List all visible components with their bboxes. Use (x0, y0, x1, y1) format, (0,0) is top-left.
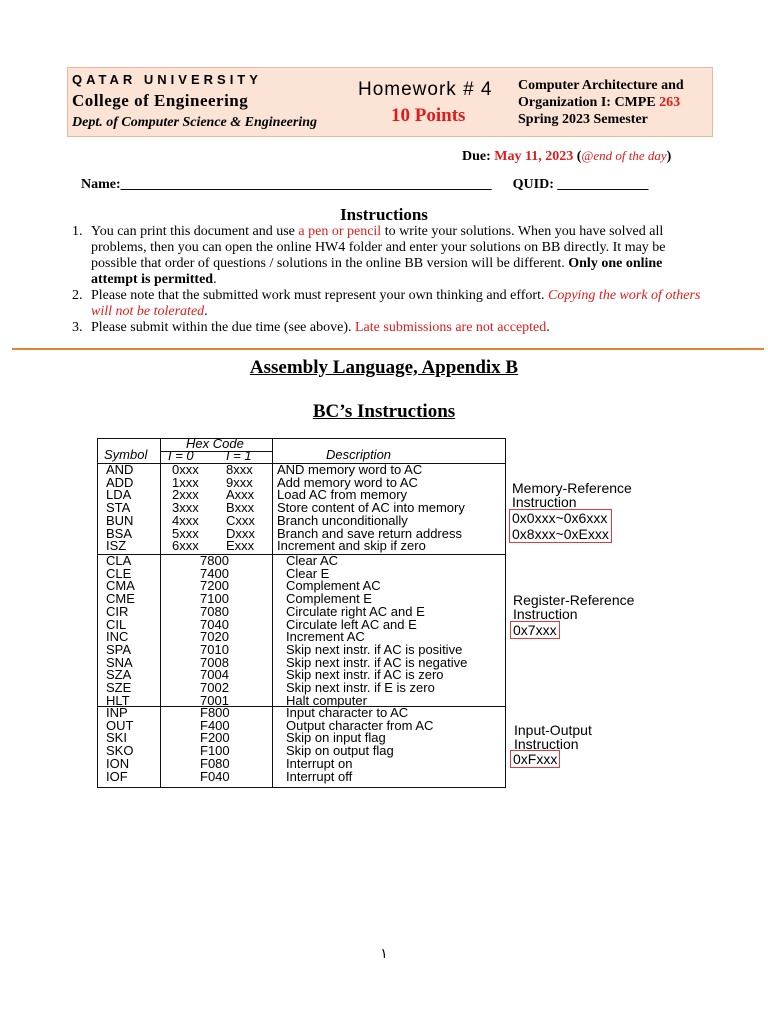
quid-label: QUID: (512, 177, 554, 192)
row-hex-i1: Bxxx (226, 500, 255, 516)
row-symbol: SZA (106, 667, 132, 683)
row-description: Clear E (286, 565, 330, 581)
row-symbol: LDA (106, 487, 132, 503)
row-description: Circulate right AC and E (286, 603, 425, 619)
row-description: Complement AC (286, 578, 381, 594)
row-symbol: ADD (106, 474, 134, 490)
header-description: Description (326, 447, 392, 462)
row-description: Skip on input flag (286, 730, 386, 746)
row-hex: 7008 (200, 654, 229, 670)
row-hex: F800 (200, 705, 230, 720)
row-hex: 7100 (200, 591, 229, 607)
row-symbol: SNA (106, 654, 133, 670)
row-symbol: AND (106, 462, 134, 477)
row-hex-i0: 6xxx (172, 538, 199, 554)
row-symbol: CIR (106, 603, 129, 619)
name-quid-line (81, 177, 648, 193)
row-hex-i0: 1xxx (172, 474, 199, 490)
course-number: 263 (659, 95, 681, 110)
instructions-title: Instructions (340, 205, 428, 224)
memory-ref-range-box: 0x0xxx~0x6xxx 0x8xxx~0xExxx (509, 509, 612, 543)
row-description: Load AC from memory (277, 487, 408, 503)
row-hex-i1: Exxx (226, 538, 255, 554)
row-hex-i1: 9xxx (226, 474, 253, 490)
row-hex: F040 (200, 768, 230, 784)
row-description: Skip next instr. if AC is zero (286, 667, 444, 683)
homework-title: Homework # 4 (358, 79, 493, 100)
row-hex: 7020 (200, 629, 229, 645)
subsection-title: BC’s Instructions (312, 401, 456, 422)
row-hex-i0: 5xxx (172, 525, 199, 541)
row-description: Store content of AC into memory (277, 500, 465, 516)
row-hex-i0: 3xxx (172, 500, 199, 516)
row-symbol: STA (106, 500, 131, 516)
row-symbol: CME (106, 591, 135, 607)
header-symbol: Symbol (104, 447, 148, 462)
semester: Spring 2023 Semester (518, 112, 648, 127)
instructions-list (72, 224, 706, 336)
row-description: Interrupt on (286, 755, 353, 771)
row-description: Skip next instr. if AC is negative (286, 654, 468, 670)
section-title: Assembly Language, Appendix B (249, 357, 519, 378)
row-hex: 7001 (200, 692, 229, 708)
instruction-table (97, 438, 506, 788)
row-symbol: CLE (106, 565, 132, 581)
row-description: AND memory word to AC (277, 462, 423, 477)
college-name: College of Engineering (72, 91, 249, 110)
row-description: Circulate left AC and E (286, 616, 417, 632)
row-hex: 7800 (200, 553, 229, 568)
due-date: May 11, 2023 (494, 149, 574, 164)
row-symbol: CMA (106, 578, 135, 594)
row-description: Increment AC (286, 629, 365, 645)
row-description: Branch unconditionally (277, 512, 408, 528)
header-i0: I = 0 (168, 448, 194, 463)
row-hex-i0: 0xxx (172, 462, 199, 477)
row-description: Complement E (286, 591, 372, 607)
row-hex-i0: 2xxx (172, 487, 199, 503)
course-line-2: Organization I: CMPE 263 (518, 95, 681, 110)
row-description: Input character to AC (286, 705, 409, 720)
io-range-box: 0xFxxx (510, 750, 560, 768)
row-symbol: SZE (106, 680, 132, 695)
row-description: Output character from AC (286, 717, 434, 733)
row-symbol: IOF (106, 768, 128, 784)
row-hex-i1: 8xxx (226, 462, 253, 477)
row-description: Skip next instr. if E is zero (286, 680, 435, 695)
due-note: @end of the day (581, 148, 667, 163)
row-symbol: BSA (106, 525, 133, 541)
row-hex: 7004 (200, 667, 229, 683)
university-name: QATAR UNIVERSITY (72, 72, 262, 87)
instruction-item: 3. Please submit within the due time (see above). Late submissions are not accepted. (72, 320, 550, 335)
header-box (67, 67, 713, 137)
due-date-line: Due: May 11, 2023 (@end of the day) (462, 148, 672, 164)
row-symbol: ISZ (106, 538, 127, 554)
row-symbol: BUN (106, 512, 134, 528)
row-symbol: CIL (106, 616, 127, 632)
row-hex: F100 (200, 743, 230, 759)
row-description: Add memory word to AC (277, 474, 418, 490)
row-description: Clear AC (286, 553, 339, 568)
row-description: Skip on output flag (286, 743, 394, 759)
io-label: Input-Output Instruction (514, 722, 592, 752)
name-field[interactable]: _____________________________________________________ (120, 177, 492, 192)
row-description: Skip next instr. if AC is positive (286, 641, 463, 657)
page-number: ١ (380, 947, 388, 962)
row-hex: 7040 (200, 616, 229, 632)
section-divider (12, 348, 764, 350)
row-hex: F200 (200, 730, 230, 746)
row-symbol: OUT (106, 717, 134, 733)
row-description: Increment and skip if zero (277, 538, 426, 554)
register-ref-label: Register-Reference Instruction (513, 592, 635, 622)
header-hex-code: Hex Code (186, 436, 244, 451)
row-symbol: ION (106, 755, 130, 771)
row-symbol: HLT (106, 692, 130, 708)
row-description: Branch and save return address (277, 525, 462, 541)
table-divider (272, 439, 273, 787)
row-description: Interrupt off (286, 768, 353, 784)
row-hex: 7200 (200, 578, 229, 594)
row-hex-i1: Axxx (226, 487, 255, 503)
instruction-item: 1. You can print this document and use a pen or pencil to write your solutions. When you have solved all problems, then you can open the online HW4 folder and enter your solutions on BB directly. It may be possible that order of questions / solutions in the online BB version will be different. Only one online attempt is permitted. (72, 224, 666, 287)
row-hex-i1: Dxxx (226, 525, 255, 541)
memory-ref-label: Memory-Reference Instruction (512, 480, 632, 510)
row-symbol: SKI (106, 730, 127, 746)
row-hex: F400 (200, 717, 230, 733)
row-symbol: INC (106, 629, 129, 645)
quid-field[interactable]: _____________ (557, 177, 649, 192)
instruction-item: 2. Please note that the submitted work must represent your own thinking and effort. Copying the work of others will not be tolerated. (72, 288, 701, 319)
row-symbol: INP (106, 705, 128, 720)
row-hex: 7080 (200, 603, 229, 619)
homework-points: 10 Points (391, 105, 466, 126)
row-description: Halt computer (286, 692, 367, 708)
table-divider (160, 439, 161, 787)
course-line-1: Computer Architecture and (518, 78, 684, 93)
row-hex: 7010 (200, 641, 229, 657)
department-name: Dept. of Computer Science & Engineering (72, 115, 317, 130)
register-ref-range-box: 0x7xxx (510, 621, 560, 639)
course-info (518, 77, 684, 128)
row-symbol: SPA (106, 641, 132, 657)
name-label: Name: (81, 177, 121, 192)
row-symbol: CLA (106, 553, 132, 568)
row-hex: 7002 (200, 680, 229, 695)
header-i1: I = 1 (226, 448, 252, 463)
row-hex: 7400 (200, 565, 229, 581)
row-hex: F080 (200, 755, 230, 771)
row-hex-i0: 4xxx (172, 512, 199, 528)
row-hex-i1: Cxxx (226, 512, 255, 528)
row-symbol: SKO (106, 743, 134, 759)
